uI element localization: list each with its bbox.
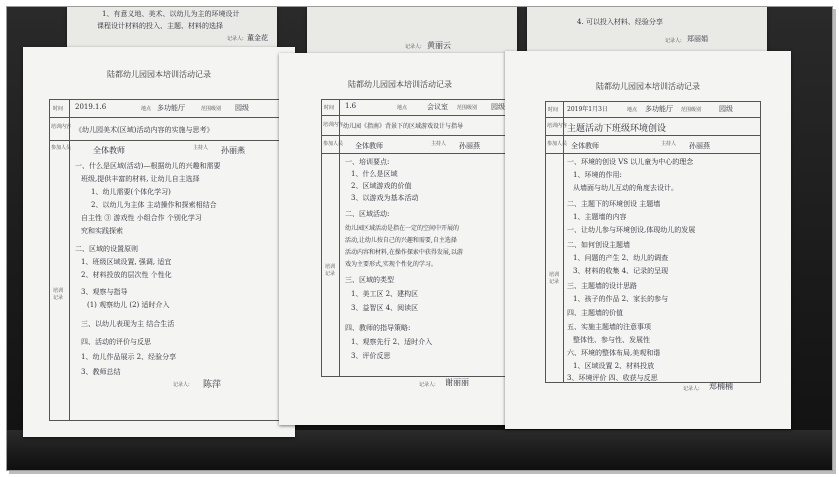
sheet-right-line: 一、环境的创设 VS 以儿童为中心的理念 [567,158,694,166]
sheet-left-recorder-label: 记录人: [173,382,190,388]
back-sheet-left-recorder: 董金花 [247,34,268,42]
sheet-middle-label-place: 地点 [397,105,408,111]
sheet-middle-line: 二、区域活动: [345,210,390,218]
sheet-right-line: 四、主题墙的价值 [567,309,623,317]
back-sheet-right [527,7,767,53]
sheet-right-line: 二、主题下的环境创设 主题墙 [567,200,661,208]
sheet-left-label-place: 地点 [141,106,152,112]
back-sheet-left-recorder-label: 记录人: [227,36,244,42]
sheet-right-recorder-label: 记录人: [683,386,700,392]
sheet-middle-line: 四、教师的指导策略: [345,324,411,332]
sheet-left-line: 3、观察与指导 [81,288,128,296]
back-sheet-middle [307,7,517,57]
sheet-middle-place: 会议室 [427,103,448,111]
sheet-left-line: 1、幼儿需要(个体化学习) [91,188,171,196]
back-sheet-left-line-1: 1、有意义地、美术、以幼儿为主的环境设计 [102,10,240,18]
sheet-middle-line: 3、评价反思 [351,352,391,360]
sheet-left-topic: 《幼儿园美术(区域)活动内容的实施与思考》 [75,126,214,134]
sheet-middle-line: 三、区域的类型 [345,276,394,284]
sheet-right-title: 陆都幼儿园园本培训活动记录 [596,82,700,91]
sheet-right-host: 孙丽燕 [689,142,710,150]
sheet-right-label-scope: 范围级别 [681,107,702,113]
sheet-right-scope: 园级 [719,105,733,113]
sheet-left-line: 究和实践探索 [81,227,123,235]
sheet-left-line: 2、以幼儿为主体 主动操作和探索相结合 [91,201,217,209]
sheet-left-line: 1、班级区域设置, 强调, 适宜 [81,258,172,266]
sheet-middle-line: 活动内容和材料,在操作探索中获得发展,以游 [345,249,463,256]
sheet-right-recorder: 郑楠楠 [709,382,733,391]
back-sheet-right-recorder: 郑丽娟 [687,35,708,43]
sheet-left-line: 二、区域的设置原则 [75,245,138,253]
sheet-middle-host: 孙丽燕 [459,142,480,150]
sheet-middle-label-people: 参加人员 [323,141,344,147]
sheet-middle-topic: 幼儿园《指南》背景下的区域游戏设计与指导 [343,123,464,130]
sheet-middle-line: 1、什么是区域 [351,170,398,178]
sheet-middle-people: 全体教师 [355,142,383,150]
sheet-middle-line: 1、观察先行 2、适时介入 [351,338,433,346]
sheet-right-line: 1、区域设置 2、材料投放 [573,362,655,370]
sheet-left-line: 2、材料投放的层次性 个性化 [81,271,172,279]
sheet-middle-line: 2、区域游戏的价值 [351,182,412,190]
back-sheet-middle-recorder: 黄丽云 [427,41,451,50]
sheet-middle-line: 3、以游戏为基本活动 [351,194,419,202]
sheet-right-line: 五、实施主题墙的注意事项 [567,323,651,331]
sheet-left-line: 自主性 ③ 游戏性 小组合作 个别化学习 [81,214,202,222]
sheet-left-label-people: 参加人员 [51,145,72,151]
sheet-right-line: 一、让幼儿参与环境创设,体现幼儿的发展 [567,226,696,234]
sheet-left-line: 1、幼儿作品展示 2、经验分享 [81,353,177,361]
photo-frame [6,6,833,471]
sheet-left-label-host: 主持人 [193,145,209,151]
sheet-right-line: 3、材料的收集 4、记录的呈现 [573,267,669,275]
sheet-right-label-time: 时间 [548,107,559,113]
sheet-left-line: 班级,提供丰富的材料, 让幼儿自主选择 [81,175,200,183]
sheet-right [505,51,791,429]
sheet-left-scope: 园级 [235,104,249,112]
sheet-middle-line: 戏为主要形式,实现个性化的学习。 [345,261,437,268]
sheet-middle-recorder: 谢丽丽 [445,378,469,387]
sheet-left-line: 四、活动的评价与反思 [81,338,151,346]
sheet-right-line: 六、环境的整体布局,美观和谐 [567,349,661,357]
sheet-left-label-topic: 培训内容 [51,124,72,130]
sheet-middle-date: 1.6 [345,102,357,110]
sheet-middle-label-scope: 范围级别 [457,105,478,111]
sheet-right-label-host: 主持人 [661,141,677,147]
sheet-right-line: 从墙面与幼儿互动的角度去设计。 [573,184,678,192]
sheet-right-line: 1、孩子的作品 2、家长的参与 [573,295,669,303]
sheet-left-people: 全体教师 [93,146,125,155]
sheet-middle-line: 3、益智区 4、阅读区 [351,304,419,312]
sheet-right-line: 1、主题墙的内容 [573,213,627,221]
back-sheet-right-line: 4. 可以投入材料、经验分享 [577,18,663,26]
sheet-right-line: 1、问题的产生 2、幼儿的调查 [573,254,669,262]
sheet-left-place: 多功能厅 [157,104,185,112]
sheet-left-recorder: 陈萍 [203,380,222,390]
sheet-left-label-record: 培训记录 [53,288,64,301]
sheet-middle-line: 1、美工区 2、建构区 [351,290,419,298]
sheet-right-line: 整体性、参与性、发展性 [573,336,650,344]
back-sheet-middle-recorder-label: 记录人: [405,44,422,50]
back-sheet-right-recorder-label: 记录人: [665,38,682,44]
sheet-right-date: 2019年1月3日 [567,106,608,113]
sheet-left-host: 孙丽燕 [221,146,245,155]
sheet-middle [279,53,521,425]
sheet-left-date: 2019.1.6 [75,103,107,111]
sheet-left-label-scope: 范围级别 [201,106,222,112]
sheet-middle-label-time: 时间 [324,105,335,111]
sheet-left-line: 一、什么是区域(活动)—根据幼儿的兴趣和需要 [75,162,221,170]
sheet-right-label-topic: 培训内容 [547,123,568,129]
sheet-right-line: 二、如何创设主题墙 [567,241,630,249]
sheet-right-line: 三、主题墙的设计思路 [567,282,637,290]
sheet-left-label-time: 时间 [53,106,64,112]
sheet-middle-label-record: 培训记录 [325,264,336,277]
sheet-right-line: 1、环境的作用: [573,171,622,179]
sheet-right-place: 多功能厅 [645,105,673,113]
sheet-right-label-people: 参加人员 [547,141,568,147]
sheet-middle-line: 幼儿园区域活动是指在一定的空间中开展的 [345,225,460,232]
sheet-left-line: 三、以幼儿表现为主 结合生活 [81,320,175,328]
sheet-middle-line: 一、培训要点: [345,158,390,166]
sheet-right-line: 3、环境评价 四、收获与反思 [567,374,658,382]
sheet-left [23,47,295,437]
sheet-middle-label-host: 主持人 [431,141,447,147]
sheet-right-label-record: 培训记录 [549,272,560,285]
sheet-right-label-place: 地点 [627,107,638,113]
sheet-left-line: (1) 观察幼儿 (2) 适时介入 [87,301,170,309]
sheet-middle-line: 活动,让幼儿按自己的兴趣和需要,自主选择 [345,237,457,244]
sheet-right-people: 全体教师 [571,142,599,150]
sheet-left-title: 陆都幼儿园园本培训活动记录 [107,70,211,79]
sheet-middle-title: 陆都幼儿园园本培训活动记录 [348,80,452,89]
sheet-left-line: 3、教师总结 [81,368,121,376]
sheet-middle-scope: 园级 [491,103,505,111]
back-sheet-left-line-2: 课程设计材料的投入、主题、材料的选择 [97,22,223,30]
sheet-right-topic: 主题活动下班级环境创设 [567,124,667,134]
sheet-middle-label-topic: 培训内容 [323,122,344,128]
sheet-middle-recorder-label: 记录人: [419,382,436,388]
